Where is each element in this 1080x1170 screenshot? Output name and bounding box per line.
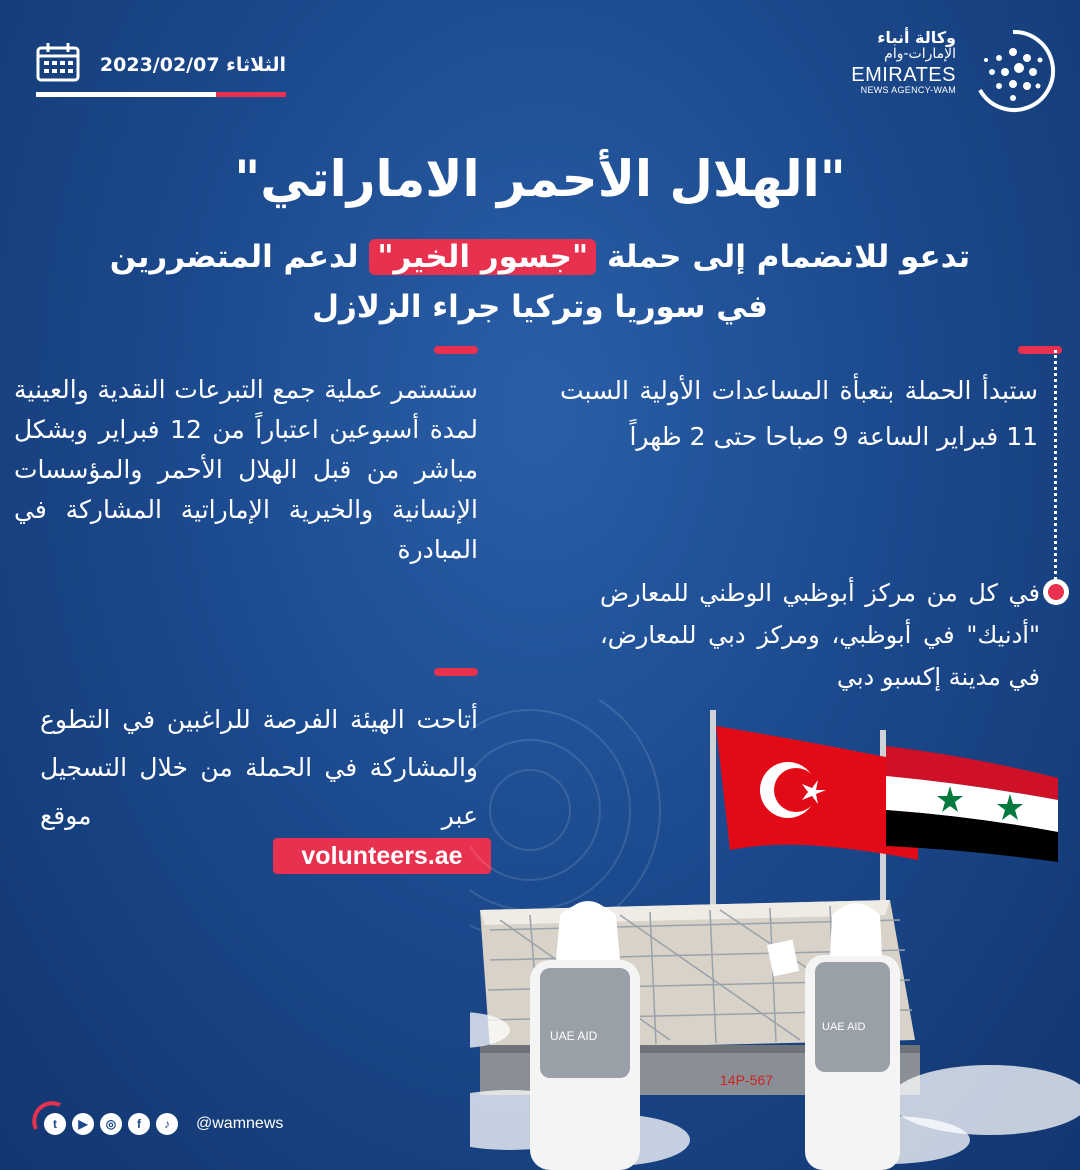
logo-arabic-line1: وكالة أنباء (877, 28, 956, 47)
twitter-icon[interactable]: t (44, 1113, 66, 1135)
wam-logo-icon (970, 28, 1056, 114)
volunteer-text: أتاحت الهيئة الفرصة للراغبين في التطوع والمشاركة في الحملة من خلال التسجيل عبر موقع (40, 705, 478, 830)
page-title: "الهلال الأحمر الاماراتي" (234, 150, 846, 208)
syria-flag-icon (886, 746, 1058, 862)
page-subtitle (90, 232, 990, 332)
tiktok-icon[interactable]: ♪ (156, 1113, 178, 1135)
wam-logo (816, 28, 1056, 118)
divider-dash-left1 (434, 346, 478, 354)
campaign-locations-text: في كل من مركز أبوظبي الوطني للمعارض "أدنيك" في أبوظبي، ومركز دبي للمعارض، في مدينة إكسبو دبي (600, 579, 1040, 691)
wam-logo-text (851, 30, 956, 96)
social-handle[interactable]: @wamnews (196, 1115, 284, 1132)
donations-text: ستستمر عملية جمع التبرعات النقدية والعينية لمدة أسبوعين اعتباراً من 12 فبراير وبشكل مباشر من قبل الهلال الأحمر والمؤسسات الإنسانية والخيرية الإماراتية المشاركة في المبادرة (14, 375, 479, 564)
date-underline (36, 92, 286, 97)
instagram-icon[interactable]: ◎ (100, 1113, 122, 1135)
vest-label-left: UAE AID (550, 1029, 598, 1043)
calendar-icon (36, 42, 80, 82)
logo-english-line1: EMIRATES (851, 64, 956, 87)
aid-shipment-illustration (470, 700, 1080, 1170)
vest-label-right: UAE AID (822, 1021, 866, 1033)
divider-dash-left2 (434, 668, 478, 676)
campaign-name-highlight: "جسور الخير" (369, 239, 596, 275)
subtitle-part1: تدعو للانضمام إلى حملة (596, 239, 971, 275)
facebook-icon[interactable]: f (128, 1113, 150, 1135)
date-text: الثلاثاء 2023/02/07 (99, 54, 286, 76)
date-block (36, 40, 286, 98)
youtube-icon[interactable]: ▶ (72, 1113, 94, 1135)
subtitle-part2: لدعم المتضررين في سوريا وتركيا جراء الزلازل (109, 239, 768, 325)
social-footer (30, 1095, 330, 1155)
timeline-bullet (1043, 579, 1069, 605)
timeline-dotted-line (1054, 350, 1060, 586)
logo-english-line2: NEWS AGENCY-WAM (860, 85, 956, 96)
volunteer-url-link[interactable]: volunteers.ae (273, 838, 491, 874)
campaign-start-text: ستبدأ الحملة بتعبأة المساعدات الأولية السبت 11 فبراير الساعة 9 صباحا حتى 2 ظهراً (560, 376, 1038, 451)
svg-text:14P-567: 14P-567 (720, 1072, 773, 1088)
logo-arabic-line2: الإمارات-وام (884, 45, 956, 62)
